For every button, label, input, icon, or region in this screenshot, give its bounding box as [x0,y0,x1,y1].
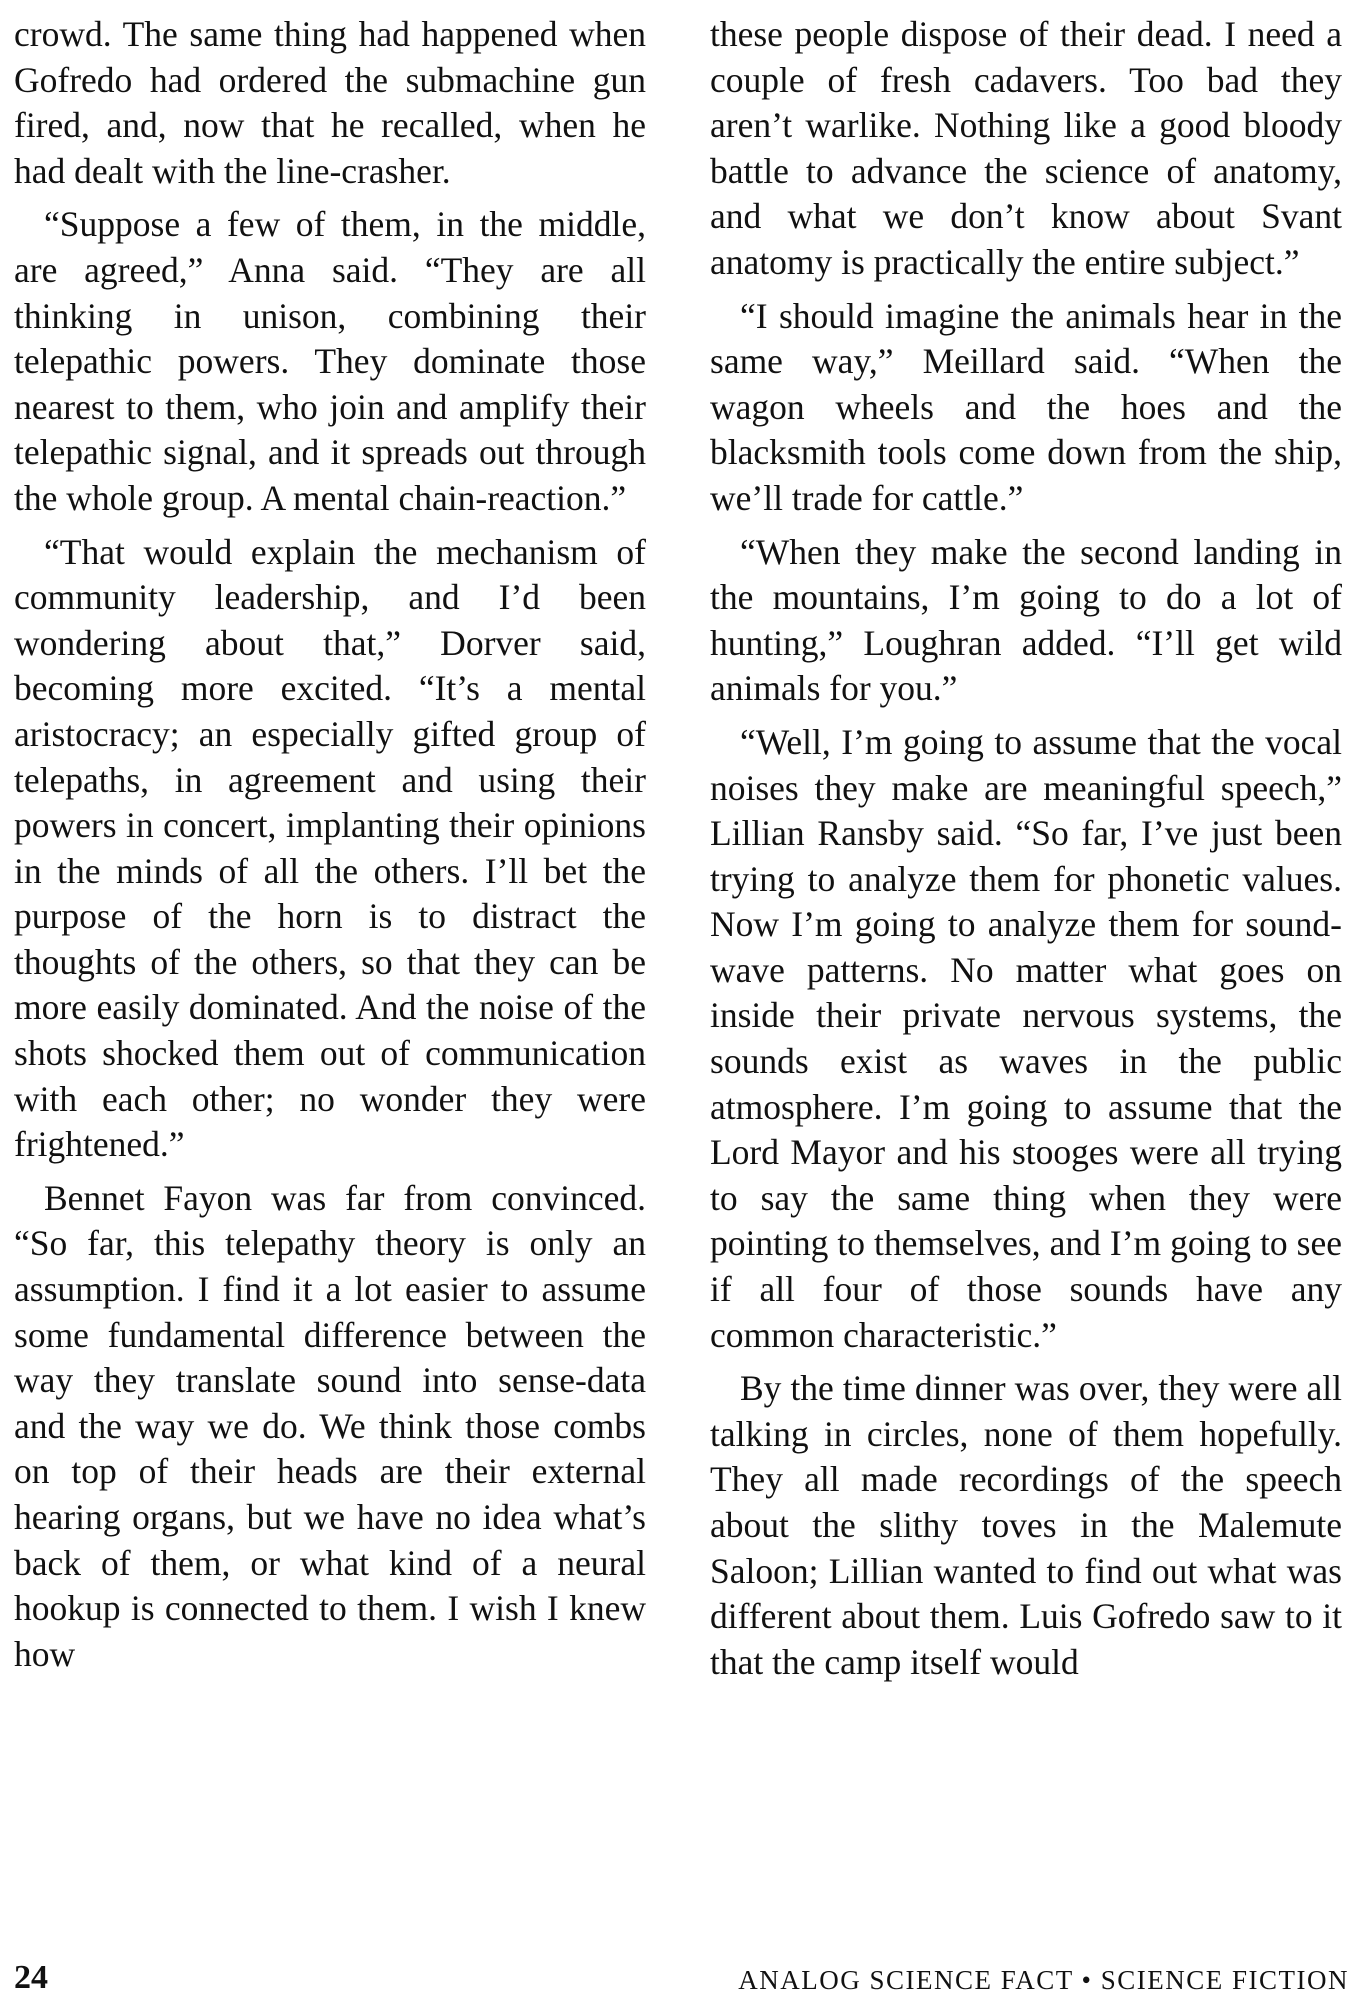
paragraph: By the time dinner was over, they were all talking in circles, none of them hopefully. They all made recordings of the speech about the slithy toves in the Malemute Saloon; Lillian wanted to find out what was different about them. Luis Gofredo saw to it that the camp itself would [710,1368,1342,1682]
page-number: 24 [14,1959,48,1996]
paragraph: crowd. The same thing had happened when Gofredo had ordered the submachine gun fired, and, now that he recalled, when he had dealt with the line-crasher. [14,14,646,191]
right-column [710,12,1342,1693]
paragraph: “Suppose a few of them, in the middle, are agreed,” Anna said. “They are all thinking in unison, combining their telepathic powers. They dominate those nearest to them, who join and amplify their telepathic signal, and it spreads out through the whole group. A mental chain-reaction.” [14,204,646,518]
paragraph: these people dispose of their dead. I need a couple of fresh cadavers. Too bad they aren’t warlike. Nothing like a good bloody battle to advance the science of anatomy, and what we don’t know about Svant anatomy is practically the entire subject.” [710,14,1342,282]
running-title: ANALOG SCIENCE FACT • SCIENCE FICTION [738,1965,1349,1995]
paragraph: “When they make the second landing in the mountains, I’m going to do a lot of hunting,” Loughran added. “I’ll get wild animals for you.” [710,531,1342,709]
paragraph: “I should imagine the animals hear in the same way,” Meillard said. “When the wagon wheels and the hoes and the blacksmith tools come down from the ship, we’ll trade for cattle.” [710,295,1342,518]
paragraph: Bennet Fayon was far from convinced. “So far, this telepathy theory is only an assumption. I find it a lot easier to assume some fundamental difference between the way they translate sound into sense-data and the way we do. We think those combs on top of their heads are their external hearing organs, but we have no idea what’s back of them, or what kind of a neural hookup is connected to them. I wish I knew how [14,1177,646,1674]
paragraph: “Well, I’m going to assume that the vocal noises they make are meaningful speech,” Lillian Ransby said. “So far, I’ve just been trying to analyze them for phonetic values. Now I’m going to analyze them for sound-wave patterns. No matter what goes on inside their private nervous systems, the sounds exist as waves in the public atmosphere. I’m going to assume that the Lord Mayor and his stooges were all trying to say the same thing when they were pointing to themselves, and I’m going to see if all four of those sounds have any common characteristic.” [710,721,1342,1355]
page-footer [14,1958,1349,1998]
paragraph: “That would explain the mechanism of community leadership, and I’d been wondering about that,” Dorver said, becoming more excited. “It’s a mental aristocracy; an especially gifted group of telepaths, in agreement and using their powers in concert, implanting their opinions in the minds of all the others. I’ll bet the purpose of the horn is to distract the thoughts of the others, so that they can be more easily dominated. And the noise of the shots shocked them out of communication with each other; no wonder they were frightened.” [14,531,646,1165]
left-column [14,12,646,1685]
